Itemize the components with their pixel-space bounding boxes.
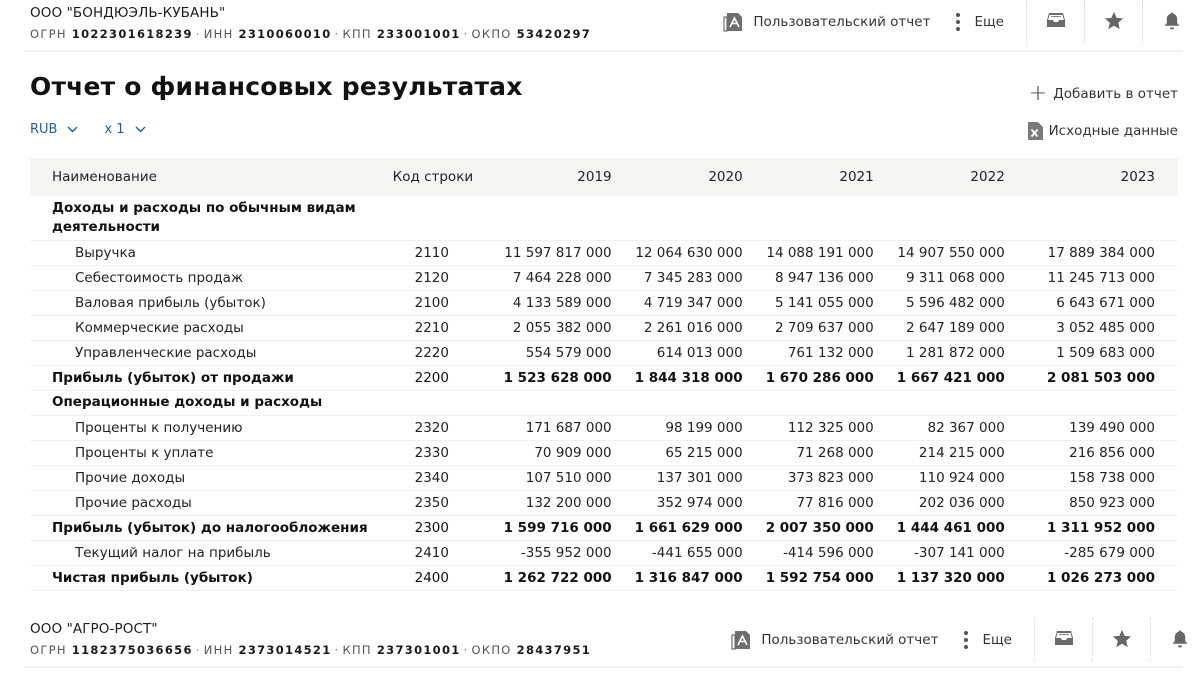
row-value: 77 816 000	[766, 490, 897, 515]
table-row	[30, 265, 1178, 290]
row-value: 1 262 722 000	[496, 565, 635, 590]
custom-report-label: Пользовательский отчет	[753, 14, 931, 30]
kpp-value: 233001001	[376, 27, 461, 41]
row-value: 1 444 461 000	[897, 515, 1028, 540]
okpo-label: ОКПО	[471, 643, 512, 657]
custom-report-button[interactable]	[731, 630, 938, 650]
row-value: 761 132 000	[766, 340, 897, 365]
row-code: 2300	[393, 515, 497, 540]
row-value: 1 026 273 000	[1028, 565, 1178, 590]
row-value	[766, 196, 897, 240]
row-value: 107 510 000	[496, 465, 635, 490]
column-header-year[interactable]: 2019	[577, 169, 612, 185]
source-data-label: Исходные данные	[1048, 123, 1178, 139]
table-row	[30, 465, 1178, 490]
row-name: Прибыль (убыток) от продажи	[30, 365, 393, 390]
row-value: 110 924 000	[897, 465, 1028, 490]
row-value: 2 007 350 000	[766, 515, 897, 540]
row-value	[766, 390, 897, 415]
row-name: Прочие расходы	[30, 490, 393, 515]
table-header-row	[30, 158, 1178, 196]
row-name: Операционные доходы и расходы	[30, 390, 393, 415]
row-value: 5 596 482 000	[897, 290, 1028, 315]
separator: ·	[463, 643, 469, 657]
table-row	[30, 415, 1178, 440]
row-value: 202 036 000	[897, 490, 1028, 515]
row-value: 7 464 228 000	[496, 265, 635, 290]
table-row-section	[30, 196, 1178, 240]
row-value: 1 316 847 000	[635, 565, 766, 590]
okpo-label: ОКПО	[471, 27, 512, 41]
header-actions	[723, 0, 1200, 44]
row-value	[897, 390, 1028, 415]
star-icon	[1112, 629, 1132, 652]
row-value: 5 141 055 000	[766, 290, 897, 315]
notifications-button[interactable]	[1150, 618, 1200, 662]
row-value	[496, 196, 635, 240]
row-value: 112 325 000	[766, 415, 897, 440]
company-ids	[30, 27, 591, 41]
row-value: 71 268 000	[766, 440, 897, 465]
okpo-value: 53420297	[516, 27, 592, 41]
inbox-icon	[1046, 12, 1066, 32]
ogrn-value: 1182375036656	[71, 643, 193, 657]
row-name: Себестоимость продаж	[30, 265, 393, 290]
row-value: 1 667 421 000	[897, 365, 1028, 390]
column-header-year[interactable]: 2020	[708, 169, 743, 185]
row-value	[1028, 390, 1178, 415]
row-value: 17 889 384 000	[1028, 240, 1178, 265]
row-value: -441 655 000	[635, 540, 766, 565]
inbox-button[interactable]	[1034, 618, 1092, 662]
row-code: 2200	[393, 365, 497, 390]
ogrn-label: ОГРН	[30, 27, 67, 41]
row-value: 14 088 191 000	[766, 240, 897, 265]
row-value: 6 643 671 000	[1028, 290, 1178, 315]
kpp-value: 237301001	[376, 643, 461, 657]
company-header	[0, 616, 1200, 668]
column-header-year[interactable]: 2022	[970, 169, 1005, 185]
more-vertical-icon	[964, 631, 968, 649]
row-value: 1 599 716 000	[496, 515, 635, 540]
column-header-year[interactable]: 2021	[839, 169, 874, 185]
row-name: Прочие доходы	[30, 465, 393, 490]
row-value	[897, 196, 1028, 240]
row-value: -414 596 000	[766, 540, 897, 565]
table-row	[30, 540, 1178, 565]
source-data-button[interactable]	[1028, 122, 1178, 140]
multiplier-value: x 1	[104, 122, 125, 137]
favorite-button[interactable]	[1092, 618, 1150, 662]
row-value: 2 709 637 000	[766, 315, 897, 340]
notifications-button[interactable]	[1142, 0, 1200, 44]
add-to-report-button[interactable]	[1029, 83, 1178, 105]
row-name: Доходы и расходы по обычным видам деятельности	[30, 196, 393, 240]
table-row-total	[30, 515, 1178, 540]
row-value: 352 974 000	[635, 490, 766, 515]
row-value: 70 909 000	[496, 440, 635, 465]
row-name: Чистая прибыль (убыток)	[30, 565, 393, 590]
table-row	[30, 290, 1178, 315]
row-name: Коммерческие расходы	[30, 315, 393, 340]
row-value: 98 199 000	[635, 415, 766, 440]
table-row	[30, 340, 1178, 365]
row-name: Текущий налог на прибыль	[30, 540, 393, 565]
row-value: 2 647 189 000	[897, 315, 1028, 340]
more-label: Еще	[974, 14, 1004, 30]
row-name: Проценты к уплате	[30, 440, 393, 465]
more-button[interactable]	[956, 13, 1004, 31]
chevron-down-icon	[67, 126, 78, 133]
column-header-code[interactable]: Код строки	[392, 169, 474, 185]
row-value	[1028, 196, 1178, 240]
row-value: 850 923 000	[1028, 490, 1178, 515]
row-value: 11 245 713 000	[1028, 265, 1178, 290]
chevron-down-icon	[135, 126, 146, 133]
row-code: 2350	[393, 490, 497, 515]
separator: ·	[195, 643, 201, 657]
inbox-button[interactable]	[1026, 0, 1084, 44]
row-value: 132 200 000	[496, 490, 635, 515]
separator: ·	[334, 643, 340, 657]
company-name[interactable]: ООО "БОНДЮЭЛЬ-КУБАНЬ"	[30, 5, 226, 21]
divider	[24, 666, 1182, 668]
row-code: 2100	[393, 290, 497, 315]
row-value: 3 052 485 000	[1028, 315, 1178, 340]
okpo-value: 28437951	[516, 643, 592, 657]
pdf-icon	[731, 630, 753, 650]
row-value: 8 947 136 000	[766, 265, 897, 290]
financial-results-table	[30, 158, 1178, 591]
row-code: 2210	[393, 315, 497, 340]
row-value: 1 311 952 000	[1028, 515, 1178, 540]
row-value: 4 719 347 000	[635, 290, 766, 315]
row-value	[496, 390, 635, 415]
row-value: -307 141 000	[897, 540, 1028, 565]
inn-label: ИНН	[203, 27, 234, 41]
row-value: 2 081 503 000	[1028, 365, 1178, 390]
ogrn-value: 1022301618239	[71, 27, 193, 41]
row-code: 2340	[393, 465, 497, 490]
separator: ·	[334, 27, 340, 41]
plus-icon: +	[1028, 81, 1048, 106]
bell-icon	[1171, 629, 1189, 652]
row-code: 2220	[393, 340, 497, 365]
kpp-label: КПП	[342, 27, 372, 41]
row-value: 65 215 000	[635, 440, 766, 465]
row-value: 82 367 000	[897, 415, 1028, 440]
divider	[24, 50, 1182, 52]
row-value: 7 345 283 000	[635, 265, 766, 290]
row-code: 2400	[393, 565, 497, 590]
row-value: 12 064 630 000	[635, 240, 766, 265]
row-value: 171 687 000	[496, 415, 635, 440]
row-value: 1 509 683 000	[1028, 340, 1178, 365]
row-code: 2110	[393, 240, 497, 265]
star-icon	[1104, 11, 1124, 34]
row-code: 2330	[393, 440, 497, 465]
row-name: Управленческие расходы	[30, 340, 393, 365]
table-row-total	[30, 565, 1178, 590]
table-row-section	[30, 390, 1178, 415]
favorite-button[interactable]	[1084, 0, 1142, 44]
header-actions	[731, 618, 1200, 662]
more-label: Еще	[982, 632, 1012, 648]
separator: ·	[463, 27, 469, 41]
row-value: 137 301 000	[635, 465, 766, 490]
row-value	[635, 390, 766, 415]
row-name: Проценты к получению	[30, 415, 393, 440]
currency-select[interactable]	[30, 122, 78, 137]
pdf-icon	[723, 12, 745, 32]
column-header-year[interactable]: 2023	[1120, 169, 1155, 185]
inn-label: ИНН	[203, 643, 234, 657]
row-value: 1 281 872 000	[897, 340, 1028, 365]
row-code: 2410	[393, 540, 497, 565]
row-value: 11 597 817 000	[496, 240, 635, 265]
row-name: Валовая прибыль (убыток)	[30, 290, 393, 315]
ogrn-label: ОГРН	[30, 643, 67, 657]
row-value: 1 661 629 000	[635, 515, 766, 540]
row-code: 2120	[393, 265, 497, 290]
row-value: 1 844 318 000	[635, 365, 766, 390]
row-value: 4 133 589 000	[496, 290, 635, 315]
row-value: -285 679 000	[1028, 540, 1178, 565]
company-ids	[30, 643, 591, 657]
inn-value: 2310060010	[238, 27, 332, 41]
row-value: 139 490 000	[1028, 415, 1178, 440]
table-row	[30, 240, 1178, 265]
multiplier-select[interactable]	[104, 122, 145, 137]
page-title: Отчет о финансовых результатах	[30, 72, 523, 101]
table-row	[30, 315, 1178, 340]
row-value: 9 311 068 000	[897, 265, 1028, 290]
row-value: 2 055 382 000	[496, 315, 635, 340]
column-header-name[interactable]: Наименование	[52, 169, 157, 185]
table-row-total	[30, 365, 1178, 390]
custom-report-button[interactable]	[723, 12, 930, 32]
row-value: 216 856 000	[1028, 440, 1178, 465]
more-button[interactable]	[964, 631, 1012, 649]
excel-file-icon	[1028, 122, 1043, 140]
row-value	[635, 196, 766, 240]
row-value: 1 137 320 000	[897, 565, 1028, 590]
company-name[interactable]: ООО "АГРО-РОСТ"	[30, 621, 158, 637]
separator: ·	[195, 27, 201, 41]
selectors	[30, 122, 172, 137]
row-value: 14 907 550 000	[897, 240, 1028, 265]
row-value: 2 261 016 000	[635, 315, 766, 340]
row-value: 1 592 754 000	[766, 565, 897, 590]
table-row	[30, 490, 1178, 515]
row-value: 1 670 286 000	[766, 365, 897, 390]
row-value: 1 523 628 000	[496, 365, 635, 390]
row-value: 214 215 000	[897, 440, 1028, 465]
row-name: Прибыль (убыток) до налогообложения	[30, 515, 393, 540]
row-value: 554 579 000	[496, 340, 635, 365]
row-code	[393, 196, 497, 240]
inbox-icon	[1054, 630, 1074, 650]
more-vertical-icon	[956, 13, 960, 31]
custom-report-label: Пользовательский отчет	[761, 632, 939, 648]
kpp-label: КПП	[342, 643, 372, 657]
bell-icon	[1163, 11, 1181, 34]
row-code	[393, 390, 497, 415]
row-value: 373 823 000	[766, 465, 897, 490]
table-row	[30, 440, 1178, 465]
add-to-report-label: Добавить в отчет	[1053, 86, 1178, 102]
row-value: 614 013 000	[635, 340, 766, 365]
inn-value: 2373014521	[238, 643, 332, 657]
company-header	[0, 0, 1200, 52]
row-name: Выручка	[30, 240, 393, 265]
row-value: -355 952 000	[496, 540, 635, 565]
currency-value: RUB	[30, 122, 58, 137]
row-value: 158 738 000	[1028, 465, 1178, 490]
row-code: 2320	[393, 415, 497, 440]
